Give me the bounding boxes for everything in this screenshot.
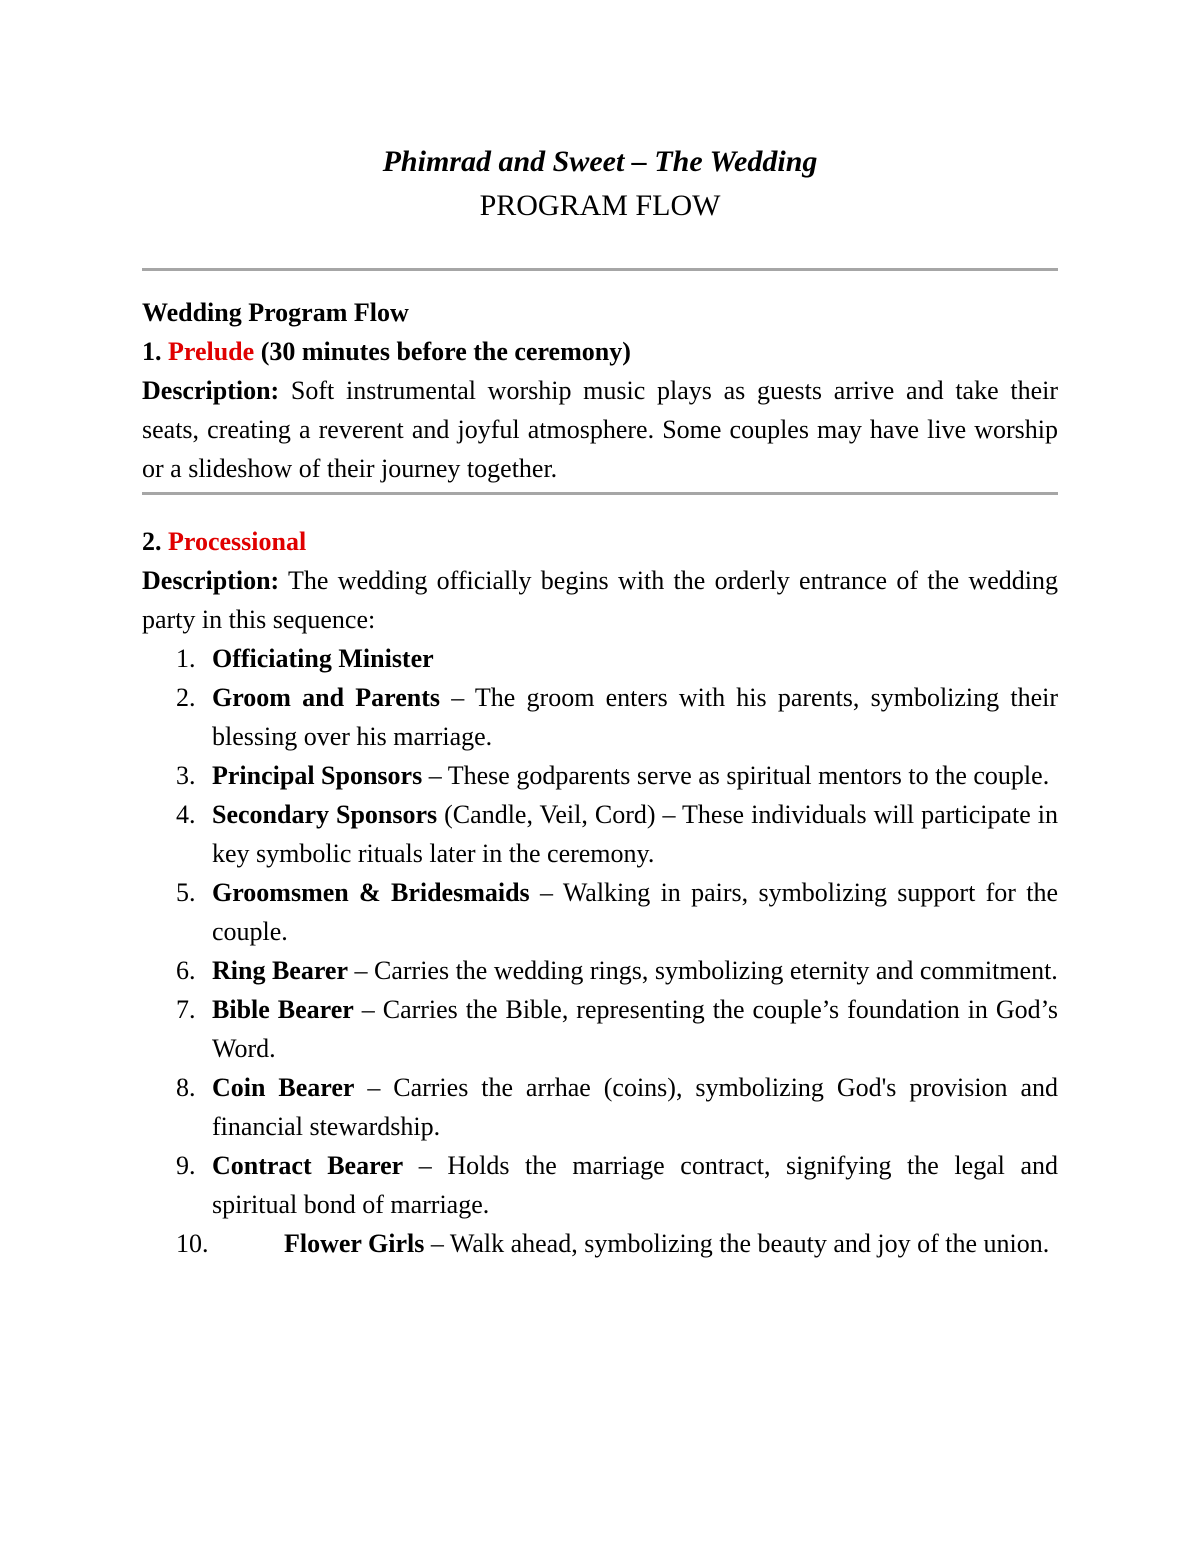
processional-sequence-list — [142, 639, 1058, 1263]
list-role: Groom and Parents — [212, 683, 440, 712]
list-item — [142, 639, 1058, 678]
list-detail: – Walk ahead, symbolizing the beauty and joy of the union. — [424, 1229, 1050, 1258]
spacer — [142, 495, 1058, 522]
document-content — [142, 140, 1058, 1263]
list-number: 6. — [176, 956, 196, 985]
list-item — [142, 756, 1058, 795]
list-role: Groomsmen & Bridesmaids — [212, 878, 530, 907]
list-number: 5. — [176, 878, 196, 907]
list-item — [142, 1068, 1058, 1146]
list-detail: (Candle, Veil, Cord) – These individuals will participate in key symbolic rituals later in the ceremony. — [212, 800, 1059, 868]
list-detail: – Walking in pairs, symbolizing support for the couple. — [212, 878, 1058, 946]
section-description-processional — [142, 561, 1058, 639]
list-detail: – Carries the wedding rings, symbolizing eternity and commitment. — [348, 956, 1058, 985]
list-number: 8. — [176, 1073, 196, 1102]
list-number: 10. — [176, 1229, 209, 1258]
spacer — [142, 271, 1058, 293]
list-role: Officiating Minister — [212, 644, 434, 673]
list-item — [142, 1146, 1058, 1224]
description-label: Description: — [142, 566, 280, 595]
section-number: 1. — [142, 337, 168, 366]
list-role: Coin Bearer — [212, 1073, 355, 1102]
section-title-processional — [142, 522, 1058, 561]
document-title: Phimrad and Sweet – The Wedding — [382, 145, 818, 178]
list-detail: – Holds the marriage contract, signifying the legal and spiritual bond of marriage. — [212, 1151, 1058, 1219]
description-text: The wedding officially begins with the orderly entrance of the wedding party in this sequence: — [142, 566, 1058, 634]
list-role: Contract Bearer — [212, 1151, 404, 1180]
list-role: Ring Bearer — [212, 956, 348, 985]
list-item — [142, 951, 1058, 990]
list-item — [142, 1224, 1058, 1263]
list-role: Flower Girls — [284, 1229, 425, 1258]
section-qualifier: (30 minutes before the ceremony) — [254, 337, 631, 366]
list-detail: – Carries the Bible, representing the couple’s foundation in God’s Word. — [212, 995, 1058, 1063]
list-item — [142, 990, 1058, 1068]
list-detail: – These godparents serve as spiritual mentors to the couple. — [422, 761, 1050, 790]
list-number: 4. — [176, 800, 196, 829]
section-title-prelude — [142, 332, 1058, 371]
section-name: Processional — [168, 527, 307, 556]
program-heading: Wedding Program Flow — [142, 298, 409, 327]
list-detail: – The groom enters with his parents, symbolizing their blessing over his marriage. — [212, 683, 1058, 751]
list-number: 1. — [176, 644, 196, 673]
list-number: 7. — [176, 995, 196, 1024]
list-number: 2. — [176, 683, 196, 712]
description-label: Description: — [142, 376, 280, 405]
list-number: 9. — [176, 1151, 196, 1180]
section-description-prelude — [142, 371, 1058, 488]
list-item — [142, 678, 1058, 756]
description-text: Soft instrumental worship music plays as guests arrive and take their seats, creating a reverent and joyful atmosphere. Some couples may have live worship or a slideshow of their journey together. — [142, 376, 1058, 483]
document-subtitle: PROGRAM FLOW — [479, 189, 721, 222]
list-number: 3. — [176, 761, 196, 790]
list-role: Bible Bearer — [212, 995, 354, 1024]
section-number: 2. — [142, 527, 168, 556]
section-name: Prelude — [168, 337, 255, 366]
list-detail: – Carries the arrhae (coins), symbolizing God's provision and financial stewardship. — [212, 1073, 1058, 1141]
list-item — [142, 795, 1058, 873]
list-item — [142, 873, 1058, 951]
list-role: Principal Sponsors — [212, 761, 423, 790]
list-role: Secondary Sponsors — [212, 800, 438, 829]
